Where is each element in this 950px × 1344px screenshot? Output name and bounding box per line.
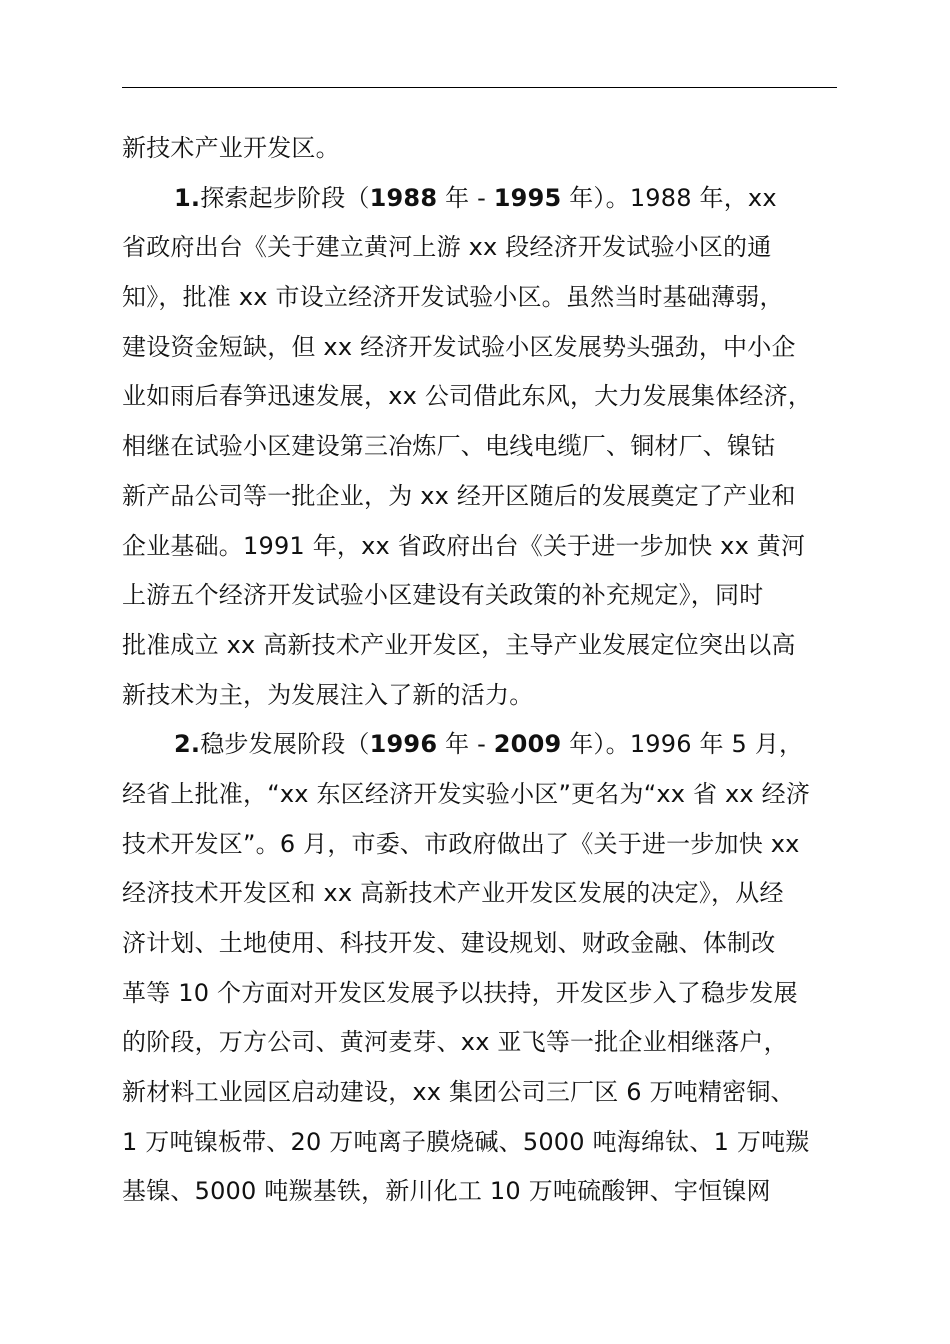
bold-segment: 1996 [369, 730, 438, 759]
bold-segment: 1. [174, 183, 201, 212]
text-line: 革等 10 个方面对开发区发展予以扶持，开发区步入了稳步发展 [122, 978, 798, 1007]
bold-segment: 1988 [369, 183, 438, 212]
text-line: 建设资金短缺，但 xx 经济开发试验小区发展势头强劲，中小企 [122, 332, 796, 361]
text-line: 新材料工业园区启动建设，xx 集团公司三厂区 6 万吨精密铜、 [122, 1078, 795, 1107]
paragraph-heading-line [122, 720, 882, 770]
text-segment: 年 - [437, 183, 494, 212]
text-line: 新产品公司等一批企业，为 xx 经开区随后的发展奠定了产业和 [122, 481, 796, 510]
text-line: 经济技术开发区和 xx 高新技术产业开发区发展的决定》，从经 [122, 879, 784, 908]
text-line: 基镍、5000 吨羰基铁，新川化工 10 万吨硫酸钾、宇恒镍网 [122, 1177, 771, 1206]
text-line: 的阶段，万方公司、黄河麦芽、xx 亚飞等一批企业相继落户， [122, 1028, 788, 1057]
text-line: 知》，批准 xx 市设立经济开发试验小区。虽然当时基础薄弱， [122, 283, 784, 312]
text-segment: 年）。1988 年，xx [561, 183, 777, 212]
text-line: 1 万吨镍板带、20 万吨离子膜烧碱、5000 吨海绵钛、1 万吨羰 [122, 1127, 810, 1156]
bold-segment: 2. [174, 730, 201, 759]
bold-segment: 1995 [493, 183, 562, 212]
text-segment: 年）。1996 年 5 月， [561, 730, 804, 759]
text-line: 企业基础。1991 年，xx 省政府出台《关于进一步加快 xx 黄河 [122, 531, 806, 560]
text-line: 新技术为主，为发展注入了新的活力。 [122, 680, 534, 709]
text-segment: 探索起步阶段（ [200, 183, 370, 212]
paragraph-heading-line [122, 174, 882, 224]
text-line: 济计划、土地使用、科技开发、建设规划、财政金融、体制改 [122, 929, 776, 957]
text-segment: 年 - [437, 730, 494, 759]
text-line: 技术开发区”。6 月，市委、市政府做出了《关于进一步加快 xx [122, 829, 800, 858]
text-line: 省政府出台《关于建立黄河上游 xx 段经济开发试验小区的通 [122, 233, 772, 262]
bold-segment: 2009 [493, 730, 562, 759]
text-line: 新技术产业开发区。 [122, 134, 340, 162]
text-line: 业如雨后春笋迅速发展，xx 公司借此东风，大力发展集体经济， [122, 382, 813, 411]
text-line: 相继在试验小区建设第三冶炼厂、电线电缆厂、铜材厂、镍钴 [122, 432, 776, 461]
text-line: 批准成立 xx 高新技术产业开发区，主导产业发展定位突出以高 [122, 630, 796, 659]
text-line: 经省上批准，“xx 东区经济开发实验小区”更名为“xx 省 xx 经济 [122, 779, 811, 808]
header-rule [122, 87, 837, 88]
text-segment: 稳步发展阶段（ [200, 730, 370, 759]
text-line: 上游五个经济开发试验小区建设有关政策的补充规定》，同时 [122, 581, 764, 610]
body-text [122, 124, 882, 1217]
